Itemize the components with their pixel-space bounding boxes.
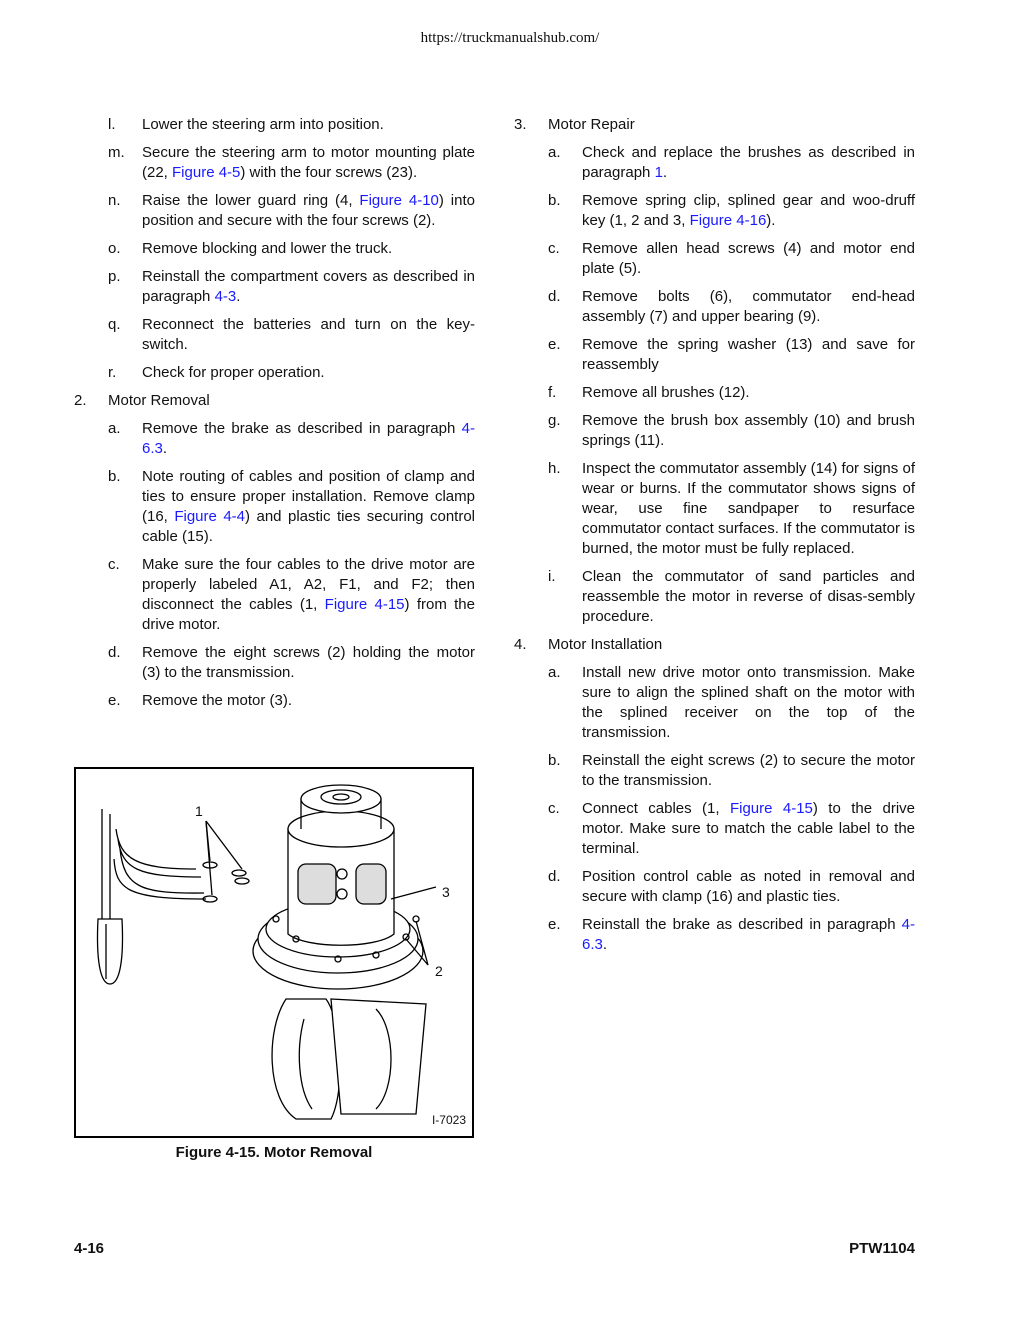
list-item [74, 191, 475, 231]
item-text [582, 411, 915, 451]
item-text [582, 915, 915, 955]
list-item [74, 467, 475, 547]
item-text [582, 663, 915, 743]
list-item [514, 751, 915, 791]
source-url[interactable]: https://truckmanualshub.com/ [420, 30, 600, 46]
list-item [514, 287, 915, 327]
list-motor-removal [74, 419, 475, 711]
item-label: l. [108, 116, 116, 133]
item-text-segment: Remove the motor (3). [142, 692, 293, 709]
section-number: 3. [514, 116, 527, 133]
section-motor-removal [74, 391, 475, 411]
item-text-segment: Check and replace the brushes as described in paragraph [582, 144, 915, 181]
item-text-segment: Position control cable as noted in removal and secure with clamp (16) and plastic ties. [582, 868, 915, 905]
item-label: m. [108, 144, 125, 161]
item-label: a. [548, 144, 561, 161]
item-text [582, 567, 915, 627]
cross-reference-link[interactable]: Figure 4-5 [172, 164, 241, 181]
section-title: Motor Removal [108, 392, 210, 409]
item-text-segment: ). [766, 212, 776, 229]
item-label: g. [548, 412, 561, 429]
list-item [514, 239, 915, 279]
item-text-segment: Reinstall the brake as described in paragraph [582, 916, 902, 933]
item-text [142, 191, 475, 231]
cross-reference-link[interactable]: Figure 4-4 [174, 508, 246, 525]
list-item [74, 363, 475, 383]
list-motor-installation [514, 663, 915, 955]
item-text-segment: Remove the brake as described in paragraph [142, 420, 462, 437]
item-label: i. [548, 568, 556, 585]
item-text [582, 867, 915, 907]
cross-reference-link[interactable]: 4-6.3 [142, 420, 475, 457]
item-text [142, 555, 475, 635]
item-label: e. [108, 692, 121, 709]
list-item [514, 459, 915, 559]
item-text-segment: Remove all brushes (12). [582, 384, 750, 401]
cross-reference-link[interactable]: Figure 4-10 [359, 192, 439, 209]
item-text-segment: Clean the commutator of sand particles and reassemble the motor in reverse of disas-sembly procedure. [582, 568, 915, 625]
item-text-segment: Check for proper operation. [142, 364, 325, 381]
callout-2: 2 [435, 963, 443, 979]
cross-reference-link[interactable]: Figure 4-16 [689, 212, 767, 229]
motor-illustration [76, 769, 472, 1136]
item-text-segment: . [236, 288, 241, 305]
item-text-segment: ) from the drive motor. [142, 596, 475, 633]
item-text-segment: Lower the steering arm into position. [142, 116, 384, 133]
list-item [74, 267, 475, 307]
list-item [74, 643, 475, 683]
cross-reference-link[interactable]: Figure 4-15 [324, 596, 405, 613]
section-number: 2. [74, 392, 87, 409]
item-text [582, 799, 915, 859]
item-text [142, 267, 475, 307]
item-label: p. [108, 268, 121, 285]
item-text [142, 363, 475, 383]
list-item [514, 191, 915, 231]
item-text-segment: Make sure the four cables to the drive motor are properly labeled A1, A2, F1, and F2; then disconnect the cables (1, [142, 556, 475, 613]
section-motor-repair [514, 115, 915, 135]
item-label: d. [108, 644, 121, 661]
callout-3: 3 [442, 884, 450, 900]
list-item [514, 663, 915, 743]
item-label: o. [108, 240, 121, 257]
list-item [74, 555, 475, 635]
cross-reference-link[interactable]: Figure 4-15 [729, 800, 813, 817]
section-number: 4. [514, 636, 527, 653]
item-text-segment: Reconnect the batteries and turn on the key-switch. [142, 316, 475, 353]
item-text-segment: Remove the eight screws (2) holding the motor (3) to the transmission. [142, 644, 475, 681]
item-text [142, 691, 475, 711]
item-label: e. [548, 916, 561, 933]
cross-reference-link[interactable]: 4-6.3 [582, 916, 915, 953]
item-label: e. [548, 336, 561, 353]
item-text-segment: ) to the drive motor. Make sure to match the cable label to the terminal. [582, 800, 915, 857]
figure-caption: Figure 4-15. Motor Removal [175, 1144, 373, 1161]
item-text-segment: ) with the four screws (23). [240, 164, 418, 181]
item-text-segment: ) and plastic ties securing control cable (15). [142, 508, 476, 545]
item-label: a. [548, 664, 561, 681]
item-text [582, 751, 915, 791]
list-item [514, 335, 915, 375]
list-item [514, 411, 915, 451]
item-label: b. [108, 468, 121, 485]
item-label: c. [548, 240, 560, 257]
left-column [74, 115, 475, 719]
item-text-segment: Remove blocking and lower the truck. [142, 240, 393, 257]
item-text [142, 643, 475, 683]
item-text [142, 115, 475, 135]
page-number: 4-16 [74, 1240, 105, 1257]
item-text [582, 335, 915, 375]
item-text-segment: Note routing of cables and position of clamp and ties to ensure proper installation. Remove clamp (16, [142, 468, 475, 525]
list-item [74, 691, 475, 711]
document-id: PTW1104 [849, 1240, 915, 1257]
cross-reference-link[interactable]: 4-3 [214, 288, 237, 305]
item-text [582, 459, 915, 559]
list-item [514, 143, 915, 183]
item-text [142, 239, 475, 259]
item-label: h. [548, 460, 561, 477]
list-l-r [74, 115, 475, 383]
item-text [582, 191, 915, 231]
item-text [142, 467, 475, 547]
list-item [74, 419, 475, 459]
item-text-segment: Install new drive motor onto transmission. Make sure to align the splined shaft on the motor with the splined receiver on the top of the transmission. [582, 664, 915, 741]
item-label: a. [108, 420, 121, 437]
item-text [142, 315, 475, 355]
item-text [142, 419, 475, 459]
item-text-segment: Inspect the commutator assembly (14) for signs of wear or burns. If the commutator shows signs of wear, use fine sandpaper to resurface commutator contact surfaces. If the commutator is burned, the motor must be fully replaced. [582, 460, 915, 557]
item-label: d. [548, 288, 561, 305]
list-item [74, 115, 475, 135]
list-motor-repair [514, 143, 915, 627]
item-label: n. [108, 192, 121, 209]
section-title: Motor Installation [548, 636, 663, 653]
item-text [582, 239, 915, 279]
figure-id: I-7023 [431, 1113, 466, 1127]
list-item [514, 915, 915, 955]
list-item [74, 315, 475, 355]
item-text-segment: . [162, 440, 168, 457]
item-text [582, 383, 915, 403]
item-text-segment: ) into position and secure with the four screws (2). [142, 192, 475, 229]
item-text [582, 143, 915, 183]
item-label: q. [108, 316, 121, 333]
item-text-segment: Remove the spring washer (13) and save for reassembly [582, 336, 915, 373]
section-title: Motor Repair [548, 116, 635, 133]
item-text-segment: Remove bolts (6), commutator end-head assembly (7) and upper bearing (9). [582, 288, 915, 325]
item-text [582, 287, 915, 327]
cross-reference-link[interactable]: 1 [654, 164, 663, 181]
list-item [514, 867, 915, 907]
item-label: d. [548, 868, 561, 885]
item-text-segment: Secure the steering arm to motor mounting plate (22, [142, 144, 475, 181]
item-label: b. [548, 192, 561, 209]
item-text-segment: Reinstall the eight screws (2) to secure the motor to the transmission. [582, 752, 915, 789]
item-text-segment: Raise the lower guard ring (4, [142, 192, 360, 209]
item-text-segment: . [662, 164, 668, 181]
item-text-segment: . [602, 936, 608, 953]
item-label: f. [548, 384, 557, 401]
list-item [514, 567, 915, 627]
item-text-segment: Remove spring clip, splined gear and woo-druff key (1, 2 and 3, [582, 192, 915, 229]
list-item [514, 383, 915, 403]
right-column [514, 115, 915, 963]
figure-motor-removal [74, 767, 474, 1138]
item-text-segment: Connect cables (1, [582, 800, 730, 817]
item-label: b. [548, 752, 561, 769]
section-motor-installation [514, 635, 915, 655]
item-text [142, 143, 475, 183]
item-label: c. [548, 800, 560, 817]
item-text-segment: Reinstall the compartment covers as described in paragraph [142, 268, 475, 305]
callout-1: 1 [195, 803, 203, 819]
list-item [514, 799, 915, 859]
item-label: r. [108, 364, 117, 381]
list-item [74, 143, 475, 183]
item-text-segment: Remove allen head screws (4) and motor end plate (5). [582, 240, 915, 277]
item-text-segment: Remove the brush box assembly (10) and brush springs (11). [582, 412, 915, 449]
list-item [74, 239, 475, 259]
item-label: c. [108, 556, 120, 573]
